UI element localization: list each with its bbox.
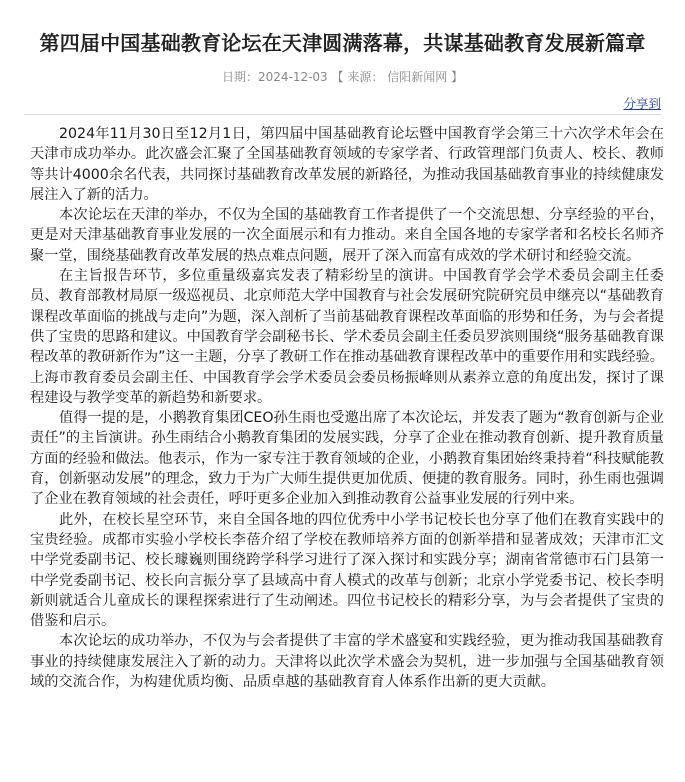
- source-open: 【 来源：: [331, 70, 384, 84]
- share-link[interactable]: 分享到: [623, 96, 661, 111]
- article-meta: [0, 68, 685, 85]
- source-close: 】: [451, 70, 464, 84]
- article-body: [30, 124, 664, 692]
- paragraph: 此外，在校长星空环节，来自全国各地的四位优秀中小学书记校长也分享了他们在教育实践中的宝贵经验。成都市实验小学校长李蓓介绍了学校在教师培养方面的创新举措和显著成效；天津市汇文中学党委副书记、校长璩巍则围绕跨学科学习进行了深入探讨和实践分享；湖南省常德市石门县第一中学党委副书记、校长向言振分享了县域高中育人模式的改革与创新；北京小学党委书记、校长李明新则就适合儿童成长的课程探索进行了生动阐述。四位书记校长的精彩分享，为与会者提供了宝贵的借鉴和启示。: [30, 511, 664, 630]
- date-label: 日期：: [221, 70, 258, 84]
- article-title: 第四届中国基础教育论坛在天津圆满落幕，共谋基础教育发展新篇章: [39, 31, 646, 55]
- paragraph: 值得一提的是，小鹅教育集团CEO孙生雨也受邀出席了本次论坛，并发表了题为“教育创新与企业责任”的主旨演讲。孙生雨结合小鹅教育集团的发展实践，分享了企业在推动教育创新、提升教育质量方面的经验和做法。他表示，作为一家专注于教育领域的企业，小鹅教育集团始终秉持着“科技赋能教育，创新驱动发展”的理念，致力于为广大师生提供更加优质、便捷的教育服务。同时，孙生雨也强调了企业在教育领域的社会责任，呼吁更多企业加入到推动教育公益事业发展的行列中来。: [30, 410, 664, 508]
- publish-date: 2024-12-03: [257, 70, 328, 84]
- paragraph: 在主旨报告环节，多位重量级嘉宾发表了精彩纷呈的演讲。中国教育学会学术委员会副主任委员、教育部教材局原一级巡视员、北京师范大学中国教育与社会发展研究院研究员申继亮以“基础教育课程改革面临的挑战与走向”为题，深入剖析了当前基础教育课程改革面临的形势和任务，为与会者提供了宝贵的思路和建议。中国教育学会副秘书长、学术委员会副主任委员罗滨则围绕“服务基础教育课程改革的教研新作为”这一主题，分享了教研工作在推动基础教育课程改革中的重要作用和实践经验。上海市教育委员会副主任、中国教育学会学术委员会委员杨振峰则从素养立意的角度出发，探讨了课程建设与教学变革的新趋势和新要求。: [30, 268, 664, 406]
- title-divider: [24, 114, 661, 115]
- paragraph: 本次论坛在天津的举办，不仅为全国的基础教育工作者提供了一个交流思想、分享经验的平台，更是对天津基础教育事业发展的一次全面展示和有力推动。来自全国各地的专家学者和名校长名师齐聚一堂，围绕基础教育改革发展的热点难点问题，展开了深入而富有成效的学术研讨和经验交流。: [30, 207, 664, 264]
- paragraph: 本次论坛的成功举办，不仅为与会者提供了丰富的学术盛宴和实践经验，更为推动我国基础教育事业的持续健康发展注入了新的动力。天津将以此次学术盛会为契机，进一步加强与全国基础教育领域的交流合作，为构建优质均衡、品质卓越的基础教育育人体系作出新的更大贡献。: [30, 633, 664, 691]
- source-name: 信阳新闻网: [387, 70, 448, 84]
- paragraph: 2024年11月30日至12月1日，第四届中国基础教育论坛暨中国教育学会第三十六次学术年会在天津市成功举办。此次盛会汇聚了全国基础教育领域的专家学者、行政管理部门负责人、校长、教师等共计4000余名代表，共同探讨基础教育改革发展的新路径，为推动我国基础教育事业的持续健康发展注入了新的活力。: [30, 126, 664, 203]
